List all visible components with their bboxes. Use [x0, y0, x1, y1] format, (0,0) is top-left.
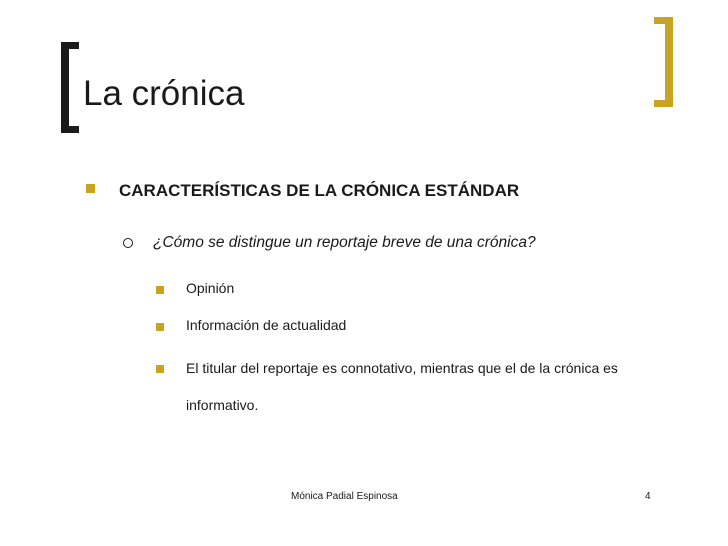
level2-question: ¿Cómo se distingue un reportaje breve de una crónica?: [153, 234, 536, 251]
footer-author: Mónica Padial Espinosa: [291, 491, 398, 502]
square-bullet-icon: [156, 286, 164, 294]
list-item: Opinión: [186, 280, 235, 296]
list-item: Información de actualidad: [186, 317, 347, 333]
slide-title: La crónica: [83, 74, 245, 113]
footer-page-number: 4: [645, 491, 651, 502]
level1-heading: CARACTERÍSTICAS DE LA CRÓNICA ESTÁNDAR: [119, 181, 520, 200]
left-bracket-decoration: [61, 42, 79, 133]
square-bullet-icon: [156, 323, 164, 331]
square-bullet-icon: [86, 184, 95, 193]
square-bullet-icon: [156, 365, 164, 373]
list-item: El titular del reportaje es connotativo, mientras que el de la crónica es informativo.: [186, 360, 618, 413]
circle-bullet-icon: [123, 238, 133, 248]
right-bracket-decoration: [654, 17, 673, 107]
